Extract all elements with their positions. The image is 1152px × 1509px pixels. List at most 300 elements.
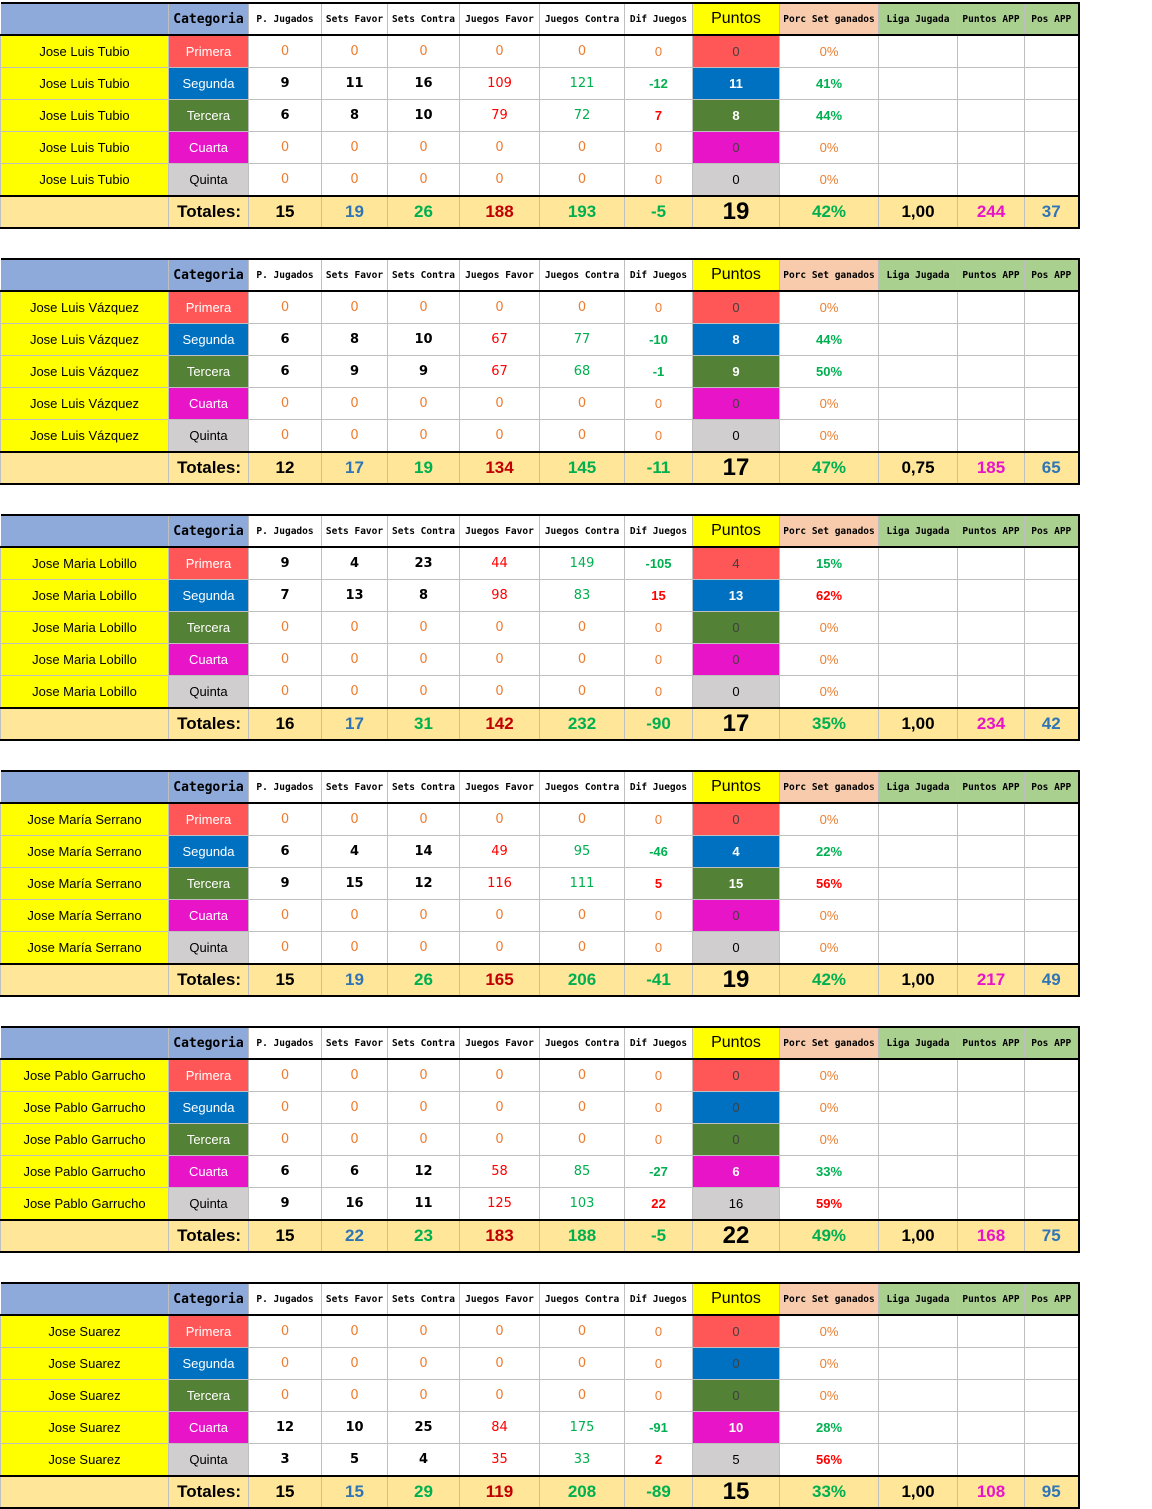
sets-favor-cell[interactable]: 5 — [322, 1444, 388, 1477]
puntos-cell[interactable]: 8 — [693, 324, 780, 356]
juegos-contra-cell[interactable]: 121 — [540, 68, 625, 100]
p-jugados-cell[interactable]: 6 — [249, 100, 322, 132]
juegos-favor-cell[interactable]: 0 — [460, 1380, 540, 1412]
pos-app-cell[interactable] — [1025, 932, 1079, 965]
header-liga-jugada[interactable]: Liga Jugada — [879, 771, 958, 803]
dif-juegos-cell[interactable]: 0 — [625, 420, 693, 453]
juegos-contra-cell[interactable]: 83 — [540, 580, 625, 612]
total-p-jugados[interactable]: 16 — [249, 708, 322, 740]
porc-set-cell[interactable]: 0% — [780, 1092, 879, 1124]
total-pos-app[interactable]: 49 — [1025, 964, 1079, 996]
categoria-cell[interactable]: Tercera — [169, 100, 249, 132]
puntos-app-cell[interactable] — [958, 900, 1025, 932]
puntos-app-cell[interactable] — [958, 644, 1025, 676]
p-jugados-cell[interactable]: 7 — [249, 580, 322, 612]
puntos-cell[interactable]: 0 — [693, 644, 780, 676]
header-p-jugados[interactable]: P. Jugados — [249, 771, 322, 803]
sets-favor-cell[interactable]: 13 — [322, 580, 388, 612]
pos-app-cell[interactable] — [1025, 1444, 1079, 1477]
juegos-contra-cell[interactable]: 33 — [540, 1444, 625, 1477]
total-p-jugados[interactable]: 15 — [249, 964, 322, 996]
puntos-cell[interactable]: 5 — [693, 1444, 780, 1477]
puntos-app-cell[interactable] — [958, 420, 1025, 453]
total-dif-juegos[interactable]: -5 — [625, 1220, 693, 1252]
header-puntos-app[interactable]: Puntos APP — [958, 515, 1025, 547]
header-sets-favor[interactable]: Sets Favor — [322, 3, 388, 35]
p-jugados-cell[interactable]: 0 — [249, 932, 322, 965]
header-juegos-favor[interactable]: Juegos Favor — [460, 259, 540, 291]
p-jugados-cell[interactable]: 6 — [249, 1156, 322, 1188]
sets-contra-cell[interactable]: 0 — [388, 1315, 460, 1348]
header-porc-set[interactable]: Porc Set ganados — [780, 515, 879, 547]
categoria-cell[interactable]: Cuarta — [169, 132, 249, 164]
total-puntos-app[interactable]: 244 — [958, 196, 1025, 228]
puntos-cell[interactable]: 0 — [693, 1315, 780, 1348]
juegos-contra-cell[interactable]: 0 — [540, 676, 625, 709]
liga-jugada-cell[interactable] — [879, 1380, 958, 1412]
sets-contra-cell[interactable]: 12 — [388, 1156, 460, 1188]
header-puntos[interactable]: Puntos — [693, 1027, 780, 1059]
total-juegos-contra[interactable]: 188 — [540, 1220, 625, 1252]
sets-contra-cell[interactable]: 10 — [388, 100, 460, 132]
dif-juegos-cell[interactable]: -27 — [625, 1156, 693, 1188]
puntos-cell[interactable]: 4 — [693, 547, 780, 580]
header-pos-app[interactable]: Pos APP — [1025, 1027, 1079, 1059]
p-jugados-cell[interactable]: 0 — [249, 388, 322, 420]
header-puntos-app[interactable]: Puntos APP — [958, 3, 1025, 35]
categoria-cell[interactable]: Primera — [169, 291, 249, 324]
total-juegos-favor[interactable]: 134 — [460, 452, 540, 484]
player-name-cell[interactable]: Jose Luis Tubio — [1, 68, 169, 100]
header-juegos-favor[interactable]: Juegos Favor — [460, 771, 540, 803]
categoria-cell[interactable]: Quinta — [169, 676, 249, 709]
puntos-cell[interactable]: 0 — [693, 803, 780, 836]
header-liga-jugada[interactable]: Liga Jugada — [879, 1027, 958, 1059]
puntos-cell[interactable]: 8 — [693, 100, 780, 132]
header-sets-contra[interactable]: Sets Contra — [388, 259, 460, 291]
dif-juegos-cell[interactable]: 0 — [625, 1059, 693, 1092]
player-name-cell[interactable]: Jose Pablo Garrucho — [1, 1059, 169, 1092]
total-dif-juegos[interactable]: -90 — [625, 708, 693, 740]
dif-juegos-cell[interactable]: 7 — [625, 100, 693, 132]
pos-app-cell[interactable] — [1025, 1156, 1079, 1188]
puntos-app-cell[interactable] — [958, 1348, 1025, 1380]
player-name-cell[interactable]: Jose Maria Lobillo — [1, 547, 169, 580]
categoria-cell[interactable]: Tercera — [169, 1380, 249, 1412]
header-dif-juegos[interactable]: Dif Juegos — [625, 771, 693, 803]
puntos-app-cell[interactable] — [958, 1092, 1025, 1124]
total-juegos-contra[interactable]: 145 — [540, 452, 625, 484]
liga-jugada-cell[interactable] — [879, 68, 958, 100]
juegos-contra-cell[interactable]: 0 — [540, 388, 625, 420]
total-puntos[interactable]: 19 — [693, 196, 780, 228]
juegos-contra-cell[interactable]: 0 — [540, 644, 625, 676]
pos-app-cell[interactable] — [1025, 35, 1079, 68]
sets-contra-cell[interactable]: 0 — [388, 132, 460, 164]
sets-favor-cell[interactable]: 0 — [322, 164, 388, 197]
total-dif-juegos[interactable]: -89 — [625, 1476, 693, 1508]
header-p-jugados[interactable]: P. Jugados — [249, 515, 322, 547]
sets-contra-cell[interactable]: 0 — [388, 388, 460, 420]
liga-jugada-cell[interactable] — [879, 35, 958, 68]
dif-juegos-cell[interactable]: 22 — [625, 1188, 693, 1221]
total-porc-set[interactable]: 35% — [780, 708, 879, 740]
porc-set-cell[interactable]: 44% — [780, 100, 879, 132]
porc-set-cell[interactable]: 0% — [780, 1380, 879, 1412]
pos-app-cell[interactable] — [1025, 1124, 1079, 1156]
pos-app-cell[interactable] — [1025, 356, 1079, 388]
porc-set-cell[interactable]: 59% — [780, 1188, 879, 1221]
p-jugados-cell[interactable]: 0 — [249, 644, 322, 676]
header-puntos[interactable]: Puntos — [693, 1283, 780, 1315]
total-sets-favor[interactable]: 17 — [322, 708, 388, 740]
liga-jugada-cell[interactable] — [879, 1444, 958, 1477]
p-jugados-cell[interactable]: 0 — [249, 164, 322, 197]
sets-contra-cell[interactable]: 0 — [388, 420, 460, 453]
total-liga-jugada[interactable]: 1,00 — [879, 1220, 958, 1252]
total-juegos-favor[interactable]: 142 — [460, 708, 540, 740]
player-name-cell[interactable]: Jose Pablo Garrucho — [1, 1124, 169, 1156]
dif-juegos-cell[interactable]: 0 — [625, 1380, 693, 1412]
categoria-cell[interactable]: Cuarta — [169, 900, 249, 932]
header-puntos-app[interactable]: Puntos APP — [958, 771, 1025, 803]
sets-favor-cell[interactable]: 0 — [322, 132, 388, 164]
porc-set-cell[interactable]: 22% — [780, 836, 879, 868]
total-juegos-favor[interactable]: 119 — [460, 1476, 540, 1508]
liga-jugada-cell[interactable] — [879, 580, 958, 612]
total-p-jugados[interactable]: 15 — [249, 1476, 322, 1508]
player-name-cell[interactable]: Jose Pablo Garrucho — [1, 1156, 169, 1188]
sets-contra-cell[interactable]: 0 — [388, 644, 460, 676]
pos-app-cell[interactable] — [1025, 612, 1079, 644]
pos-app-cell[interactable] — [1025, 547, 1079, 580]
juegos-contra-cell[interactable]: 85 — [540, 1156, 625, 1188]
porc-set-cell[interactable]: 0% — [780, 291, 879, 324]
player-name-cell[interactable]: Jose Luis Vázquez — [1, 356, 169, 388]
header-dif-juegos[interactable]: Dif Juegos — [625, 259, 693, 291]
sets-favor-cell[interactable]: 0 — [322, 388, 388, 420]
dif-juegos-cell[interactable]: -1 — [625, 356, 693, 388]
liga-jugada-cell[interactable] — [879, 1059, 958, 1092]
total-juegos-contra[interactable]: 208 — [540, 1476, 625, 1508]
pos-app-cell[interactable] — [1025, 100, 1079, 132]
dif-juegos-cell[interactable]: -12 — [625, 68, 693, 100]
header-categoria[interactable]: Categoria — [169, 1283, 249, 1315]
categoria-cell[interactable]: Segunda — [169, 1348, 249, 1380]
porc-set-cell[interactable]: 28% — [780, 1412, 879, 1444]
puntos-cell[interactable]: 4 — [693, 836, 780, 868]
categoria-cell[interactable]: Tercera — [169, 356, 249, 388]
juegos-favor-cell[interactable]: 0 — [460, 388, 540, 420]
total-porc-set[interactable]: 49% — [780, 1220, 879, 1252]
player-name-cell[interactable]: Jose María Serrano — [1, 868, 169, 900]
total-porc-set[interactable]: 47% — [780, 452, 879, 484]
sets-contra-cell[interactable]: 0 — [388, 932, 460, 965]
porc-set-cell[interactable]: 0% — [780, 1059, 879, 1092]
dif-juegos-cell[interactable]: 0 — [625, 35, 693, 68]
header-puntos[interactable]: Puntos — [693, 515, 780, 547]
sets-favor-cell[interactable]: 10 — [322, 1412, 388, 1444]
header-juegos-favor[interactable]: Juegos Favor — [460, 1027, 540, 1059]
dif-juegos-cell[interactable]: 0 — [625, 1124, 693, 1156]
sets-contra-cell[interactable]: 0 — [388, 900, 460, 932]
categoria-cell[interactable]: Quinta — [169, 164, 249, 197]
header-puntos[interactable]: Puntos — [693, 3, 780, 35]
puntos-cell[interactable]: 0 — [693, 388, 780, 420]
header-dif-juegos[interactable]: Dif Juegos — [625, 1283, 693, 1315]
puntos-app-cell[interactable] — [958, 547, 1025, 580]
total-dif-juegos[interactable]: -11 — [625, 452, 693, 484]
liga-jugada-cell[interactable] — [879, 1412, 958, 1444]
categoria-cell[interactable]: Quinta — [169, 420, 249, 453]
p-jugados-cell[interactable]: 0 — [249, 1315, 322, 1348]
total-juegos-contra[interactable]: 206 — [540, 964, 625, 996]
p-jugados-cell[interactable]: 9 — [249, 547, 322, 580]
p-jugados-cell[interactable]: 0 — [249, 612, 322, 644]
puntos-app-cell[interactable] — [958, 132, 1025, 164]
pos-app-cell[interactable] — [1025, 68, 1079, 100]
porc-set-cell[interactable]: 0% — [780, 388, 879, 420]
puntos-cell[interactable]: 0 — [693, 932, 780, 965]
header-porc-set[interactable]: Porc Set ganados — [780, 259, 879, 291]
player-name-cell[interactable]: Jose Maria Lobillo — [1, 676, 169, 709]
total-juegos-contra[interactable]: 193 — [540, 196, 625, 228]
juegos-contra-cell[interactable]: 0 — [540, 132, 625, 164]
pos-app-cell[interactable] — [1025, 164, 1079, 197]
puntos-cell[interactable]: 0 — [693, 1124, 780, 1156]
sets-favor-cell[interactable]: 0 — [322, 932, 388, 965]
player-name-cell[interactable]: Jose Maria Lobillo — [1, 612, 169, 644]
p-jugados-cell[interactable]: 6 — [249, 324, 322, 356]
header-pos-app[interactable]: Pos APP — [1025, 259, 1079, 291]
juegos-contra-cell[interactable]: 0 — [540, 1348, 625, 1380]
puntos-cell[interactable]: 0 — [693, 164, 780, 197]
dif-juegos-cell[interactable]: 0 — [625, 291, 693, 324]
sets-favor-cell[interactable]: 15 — [322, 868, 388, 900]
pos-app-cell[interactable] — [1025, 291, 1079, 324]
total-sets-favor[interactable]: 19 — [322, 964, 388, 996]
puntos-app-cell[interactable] — [958, 1124, 1025, 1156]
puntos-cell[interactable]: 0 — [693, 612, 780, 644]
header-categoria[interactable]: Categoria — [169, 259, 249, 291]
liga-jugada-cell[interactable] — [879, 100, 958, 132]
categoria-cell[interactable]: Segunda — [169, 324, 249, 356]
dif-juegos-cell[interactable]: 0 — [625, 1092, 693, 1124]
total-porc-set[interactable]: 33% — [780, 1476, 879, 1508]
puntos-cell[interactable]: 15 — [693, 868, 780, 900]
puntos-app-cell[interactable] — [958, 1156, 1025, 1188]
p-jugados-cell[interactable]: 6 — [249, 836, 322, 868]
juegos-favor-cell[interactable]: 0 — [460, 612, 540, 644]
header-categoria[interactable]: Categoria — [169, 771, 249, 803]
juegos-favor-cell[interactable]: 125 — [460, 1188, 540, 1221]
sets-favor-cell[interactable]: 0 — [322, 900, 388, 932]
p-jugados-cell[interactable]: 9 — [249, 68, 322, 100]
porc-set-cell[interactable]: 0% — [780, 1348, 879, 1380]
categoria-cell[interactable]: Cuarta — [169, 644, 249, 676]
juegos-contra-cell[interactable]: 0 — [540, 1380, 625, 1412]
header-puntos-app[interactable]: Puntos APP — [958, 1283, 1025, 1315]
header-puntos[interactable]: Puntos — [693, 259, 780, 291]
total-juegos-favor[interactable]: 183 — [460, 1220, 540, 1252]
porc-set-cell[interactable]: 0% — [780, 676, 879, 709]
categoria-cell[interactable]: Primera — [169, 1315, 249, 1348]
player-name-cell[interactable]: Jose María Serrano — [1, 900, 169, 932]
juegos-favor-cell[interactable]: 0 — [460, 1124, 540, 1156]
sets-contra-cell[interactable]: 0 — [388, 291, 460, 324]
sets-favor-cell[interactable]: 0 — [322, 612, 388, 644]
dif-juegos-cell[interactable]: 0 — [625, 132, 693, 164]
header-liga-jugada[interactable]: Liga Jugada — [879, 259, 958, 291]
total-puntos[interactable]: 17 — [693, 708, 780, 740]
p-jugados-cell[interactable]: 0 — [249, 35, 322, 68]
pos-app-cell[interactable] — [1025, 1188, 1079, 1221]
juegos-favor-cell[interactable]: 0 — [460, 1348, 540, 1380]
sets-contra-cell[interactable]: 0 — [388, 803, 460, 836]
total-sets-favor[interactable]: 22 — [322, 1220, 388, 1252]
juegos-contra-cell[interactable]: 0 — [540, 1059, 625, 1092]
juegos-favor-cell[interactable]: 58 — [460, 1156, 540, 1188]
puntos-app-cell[interactable] — [958, 1188, 1025, 1221]
total-puntos[interactable]: 22 — [693, 1220, 780, 1252]
dif-juegos-cell[interactable]: 0 — [625, 932, 693, 965]
juegos-contra-cell[interactable]: 0 — [540, 1124, 625, 1156]
porc-set-cell[interactable]: 62% — [780, 580, 879, 612]
juegos-favor-cell[interactable]: 0 — [460, 1059, 540, 1092]
pos-app-cell[interactable] — [1025, 868, 1079, 900]
puntos-app-cell[interactable] — [958, 868, 1025, 900]
porc-set-cell[interactable]: 0% — [780, 35, 879, 68]
puntos-cell[interactable]: 13 — [693, 580, 780, 612]
liga-jugada-cell[interactable] — [879, 676, 958, 709]
juegos-contra-cell[interactable]: 0 — [540, 291, 625, 324]
total-juegos-contra[interactable]: 232 — [540, 708, 625, 740]
puntos-app-cell[interactable] — [958, 35, 1025, 68]
liga-jugada-cell[interactable] — [879, 1156, 958, 1188]
header-juegos-contra[interactable]: Juegos Contra — [540, 771, 625, 803]
sets-favor-cell[interactable]: 4 — [322, 547, 388, 580]
categoria-cell[interactable]: Primera — [169, 803, 249, 836]
sets-favor-cell[interactable]: 8 — [322, 324, 388, 356]
puntos-app-cell[interactable] — [958, 1380, 1025, 1412]
dif-juegos-cell[interactable]: 0 — [625, 803, 693, 836]
header-pos-app[interactable]: Pos APP — [1025, 515, 1079, 547]
sets-favor-cell[interactable]: 0 — [322, 420, 388, 453]
dif-juegos-cell[interactable]: 0 — [625, 612, 693, 644]
total-sets-contra[interactable]: 26 — [388, 964, 460, 996]
total-puntos-app[interactable]: 108 — [958, 1476, 1025, 1508]
sets-contra-cell[interactable]: 12 — [388, 868, 460, 900]
puntos-cell[interactable]: 0 — [693, 420, 780, 453]
header-sets-favor[interactable]: Sets Favor — [322, 771, 388, 803]
sets-favor-cell[interactable]: 0 — [322, 1059, 388, 1092]
liga-jugada-cell[interactable] — [879, 612, 958, 644]
total-puntos[interactable]: 19 — [693, 964, 780, 996]
header-sets-contra[interactable]: Sets Contra — [388, 3, 460, 35]
dif-juegos-cell[interactable]: 0 — [625, 388, 693, 420]
total-liga-jugada[interactable]: 1,00 — [879, 1476, 958, 1508]
total-juegos-favor[interactable]: 165 — [460, 964, 540, 996]
sets-favor-cell[interactable]: 0 — [322, 644, 388, 676]
total-liga-jugada[interactable]: 1,00 — [879, 964, 958, 996]
player-name-cell[interactable]: Jose Suarez — [1, 1315, 169, 1348]
header-p-jugados[interactable]: P. Jugados — [249, 1283, 322, 1315]
juegos-contra-cell[interactable]: 0 — [540, 164, 625, 197]
liga-jugada-cell[interactable] — [879, 868, 958, 900]
header-puntos-app[interactable]: Puntos APP — [958, 259, 1025, 291]
p-jugados-cell[interactable]: 3 — [249, 1444, 322, 1477]
puntos-app-cell[interactable] — [958, 164, 1025, 197]
sets-favor-cell[interactable]: 0 — [322, 1124, 388, 1156]
dif-juegos-cell[interactable]: 0 — [625, 644, 693, 676]
liga-jugada-cell[interactable] — [879, 388, 958, 420]
juegos-favor-cell[interactable]: 0 — [460, 803, 540, 836]
pos-app-cell[interactable] — [1025, 420, 1079, 453]
header-liga-jugada[interactable]: Liga Jugada — [879, 1283, 958, 1315]
puntos-app-cell[interactable] — [958, 836, 1025, 868]
liga-jugada-cell[interactable] — [879, 547, 958, 580]
sets-favor-cell[interactable]: 4 — [322, 836, 388, 868]
pos-app-cell[interactable] — [1025, 836, 1079, 868]
porc-set-cell[interactable]: 0% — [780, 420, 879, 453]
sets-contra-cell[interactable]: 0 — [388, 612, 460, 644]
total-sets-favor[interactable]: 19 — [322, 196, 388, 228]
sets-contra-cell[interactable]: 0 — [388, 676, 460, 709]
p-jugados-cell[interactable]: 6 — [249, 356, 322, 388]
puntos-cell[interactable]: 0 — [693, 676, 780, 709]
header-p-jugados[interactable]: P. Jugados — [249, 3, 322, 35]
puntos-cell[interactable]: 10 — [693, 1412, 780, 1444]
total-porc-set[interactable]: 42% — [780, 964, 879, 996]
puntos-cell[interactable]: 16 — [693, 1188, 780, 1221]
categoria-cell[interactable]: Cuarta — [169, 1156, 249, 1188]
header-puntos-app[interactable]: Puntos APP — [958, 1027, 1025, 1059]
p-jugados-cell[interactable]: 0 — [249, 1348, 322, 1380]
pos-app-cell[interactable] — [1025, 1315, 1079, 1348]
header-sets-contra[interactable]: Sets Contra — [388, 771, 460, 803]
sets-contra-cell[interactable]: 9 — [388, 356, 460, 388]
puntos-app-cell[interactable] — [958, 1412, 1025, 1444]
porc-set-cell[interactable]: 41% — [780, 68, 879, 100]
p-jugados-cell[interactable]: 0 — [249, 1092, 322, 1124]
puntos-cell[interactable]: 0 — [693, 1348, 780, 1380]
categoria-cell[interactable]: Cuarta — [169, 1412, 249, 1444]
juegos-favor-cell[interactable]: 35 — [460, 1444, 540, 1477]
porc-set-cell[interactable]: 56% — [780, 1444, 879, 1477]
sets-contra-cell[interactable]: 8 — [388, 580, 460, 612]
header-liga-jugada[interactable]: Liga Jugada — [879, 3, 958, 35]
liga-jugada-cell[interactable] — [879, 291, 958, 324]
p-jugados-cell[interactable]: 0 — [249, 900, 322, 932]
total-puntos-app[interactable]: 168 — [958, 1220, 1025, 1252]
header-sets-favor[interactable]: Sets Favor — [322, 1027, 388, 1059]
dif-juegos-cell[interactable]: 0 — [625, 900, 693, 932]
juegos-contra-cell[interactable]: 77 — [540, 324, 625, 356]
juegos-favor-cell[interactable]: 0 — [460, 644, 540, 676]
total-p-jugados[interactable]: 12 — [249, 452, 322, 484]
dif-juegos-cell[interactable]: 5 — [625, 868, 693, 900]
puntos-app-cell[interactable] — [958, 612, 1025, 644]
header-porc-set[interactable]: Porc Set ganados — [780, 771, 879, 803]
player-name-cell[interactable]: Jose Luis Vázquez — [1, 324, 169, 356]
header-categoria[interactable]: Categoria — [169, 515, 249, 547]
header-porc-set[interactable]: Porc Set ganados — [780, 3, 879, 35]
puntos-cell[interactable]: 0 — [693, 900, 780, 932]
pos-app-cell[interactable] — [1025, 132, 1079, 164]
header-porc-set[interactable]: Porc Set ganados — [780, 1283, 879, 1315]
p-jugados-cell[interactable]: 0 — [249, 420, 322, 453]
header-sets-favor[interactable]: Sets Favor — [322, 515, 388, 547]
